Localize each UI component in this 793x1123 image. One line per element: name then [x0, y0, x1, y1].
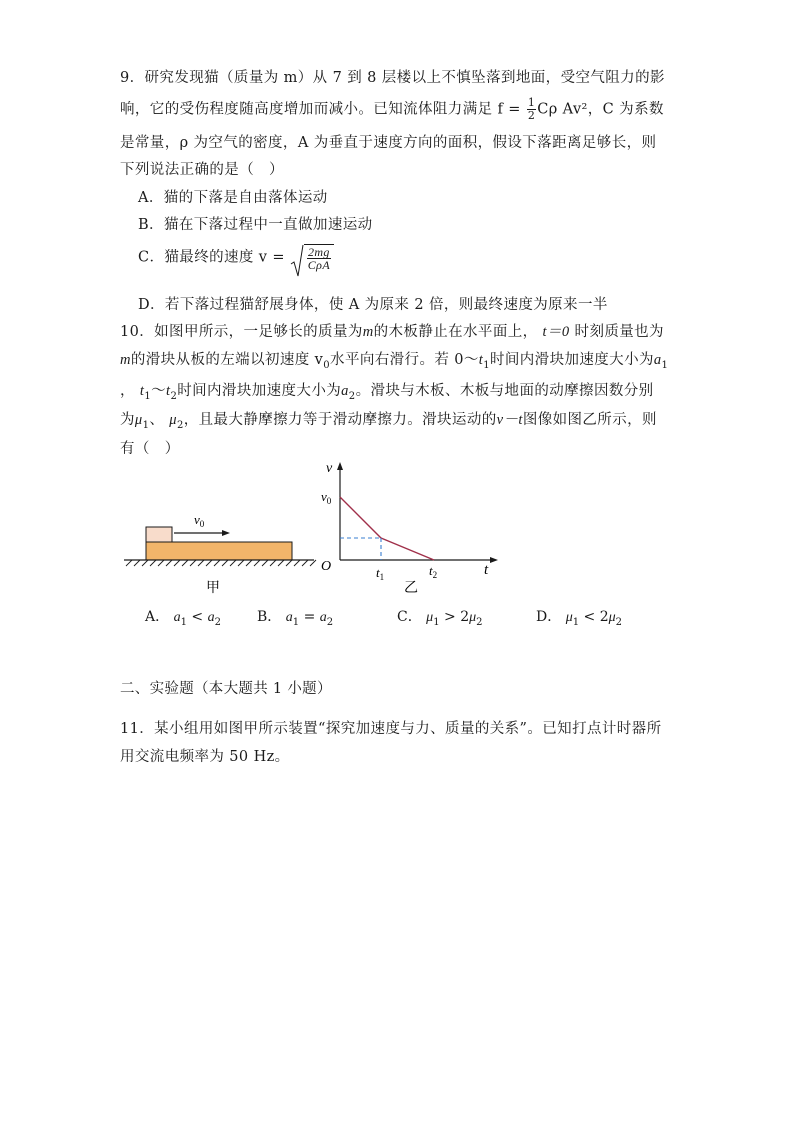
slider-block [146, 527, 172, 542]
q9-line-2 [120, 97, 664, 122]
section-heading: 二、实验题（本大题共 1 小题） [120, 681, 332, 697]
q10-line-3: ， $t_1\sim t_2$时间内滑块加速度大小为$a_2$。滑块与木板、木板与地面的动摩擦因数分别 [120, 383, 654, 402]
t-axis-arrow-icon [490, 557, 498, 563]
figure-yi-vt-graph [321, 461, 498, 596]
q10-text: 的木板静止在水平面上， [373, 324, 538, 340]
t2-label: $t_2$ [429, 563, 438, 580]
var-m: m [362, 324, 374, 340]
ground-hatching [126, 560, 316, 566]
q10-text: 图像如图乙所示，则 [522, 412, 657, 428]
arrow-head-icon [222, 530, 230, 536]
q10-choice-c: C． $\mu_1 > 2\mu_2$ [397, 609, 483, 628]
var-t0: t＝0 [542, 324, 570, 340]
q10-choice-d: D． $\mu_1 < 2\mu_2$ [536, 609, 623, 628]
figure-jia-label: 甲 [206, 580, 220, 596]
q9-option-c [138, 244, 334, 271]
q9-option-a: A．猫的下落是自由落体运动 [138, 190, 328, 206]
q9-option-b: B．猫在下落过程中一直做加速运动 [138, 217, 373, 233]
q10-line-2: m的滑块从板的左端以初速度 $v_0$水平向右滑行。若 $0\sim t_1$时间内滑块加速度大小为$a_1$ [120, 352, 669, 371]
fraction-numerator: 1 [527, 96, 536, 109]
q10-line-5: 有（ ） [120, 441, 180, 457]
q9-line-2-text: 响，它的受伤程度随高度增加而减小。已知流体阻力满足 f = [120, 101, 526, 118]
wooden-board [146, 542, 292, 560]
q10-text: 时刻质量也为 [574, 324, 664, 340]
q10-text: ～ [151, 383, 167, 399]
q10-text: 为 [120, 412, 135, 428]
q10-text: ，且最大静摩擦力等于滑动摩擦力。滑块运动的 [183, 412, 497, 428]
q11-line-2: 用交流电频率为 50 Hz。 [120, 749, 290, 765]
q10-figures [118, 458, 518, 598]
var-vt: v－t [496, 412, 523, 428]
q10-choice-b: B． $a_1 = a_2$ [257, 609, 334, 628]
q9-half-fraction [527, 97, 536, 122]
v0-axis-label: $v_0$ [321, 489, 332, 506]
vt-line [340, 497, 434, 560]
figure-jia [124, 512, 316, 596]
sqrt-fraction [307, 246, 331, 271]
q10-text: 时间内滑块加速度大小为 [177, 383, 342, 399]
q9-option-d: D．若下落过程猫舒展身体，使 A 为原来 2 倍，则最终速度为原来一半 [138, 297, 608, 313]
q9-line-3: 是常量，ρ 为空气的密度，A 为垂直于速度方向的面积，假设下落距离足够长，则 [120, 135, 657, 151]
fraction-denominator: CρA [307, 258, 331, 272]
q10-line-4: 为$\mu_1$、 $\mu_2$，且最大静摩擦力等于滑动摩擦力。滑块运动的v－t图像如图乙所示，则 [120, 412, 657, 431]
sqrt-sign-icon [290, 244, 304, 278]
q10-text: 时间内滑块加速度大小为 [489, 352, 654, 368]
fraction-numerator: 2mg [307, 245, 330, 259]
sqrt-expression [290, 244, 334, 271]
var-m: m [120, 352, 131, 368]
q10-text: 。滑块与木板、木板与地面的动摩擦因数分别 [355, 383, 654, 399]
q10-text: 、 [149, 412, 165, 428]
q10-line-1 [120, 320, 664, 341]
q10-choice-a: A． $a_1 < a_2$ [145, 609, 221, 628]
q9-line-4: 下列说法正确的是（ ） [120, 162, 284, 178]
q10-text: ， [120, 383, 135, 399]
t-axis-label: t [484, 562, 489, 578]
figure-yi-label: 乙 [404, 580, 418, 596]
q10-text: 的滑块从板的左端以初速度 v [130, 352, 324, 368]
v-axis-label: v [326, 461, 333, 476]
fraction-denominator: 2 [527, 109, 536, 122]
v-axis-arrow-icon [337, 462, 343, 470]
q9-option-c-label: C．猫最终的速度 v = [138, 249, 290, 266]
v0-label: $v_0$ [194, 512, 205, 529]
q10-text: 水平向右滑行。若 0～ [330, 352, 479, 368]
origin-label: O [321, 559, 332, 574]
q9-line-1: 9．研究发现猫（质量为 m）从 7 到 8 层楼以上不慎坠落到地面，受空气阻力的影 [120, 70, 665, 86]
q9-line-2-tail: Cρ Av²，C 为系数 [537, 101, 664, 118]
q10-text: 10．如图甲所示，一足够长的质量为 [120, 324, 363, 340]
q11-line-1: 11．某小组用如图甲所示装置“探究加速度与力、质量的关系”。已知打点计时器所 [120, 721, 662, 737]
t1-label: $t_1$ [376, 565, 385, 582]
